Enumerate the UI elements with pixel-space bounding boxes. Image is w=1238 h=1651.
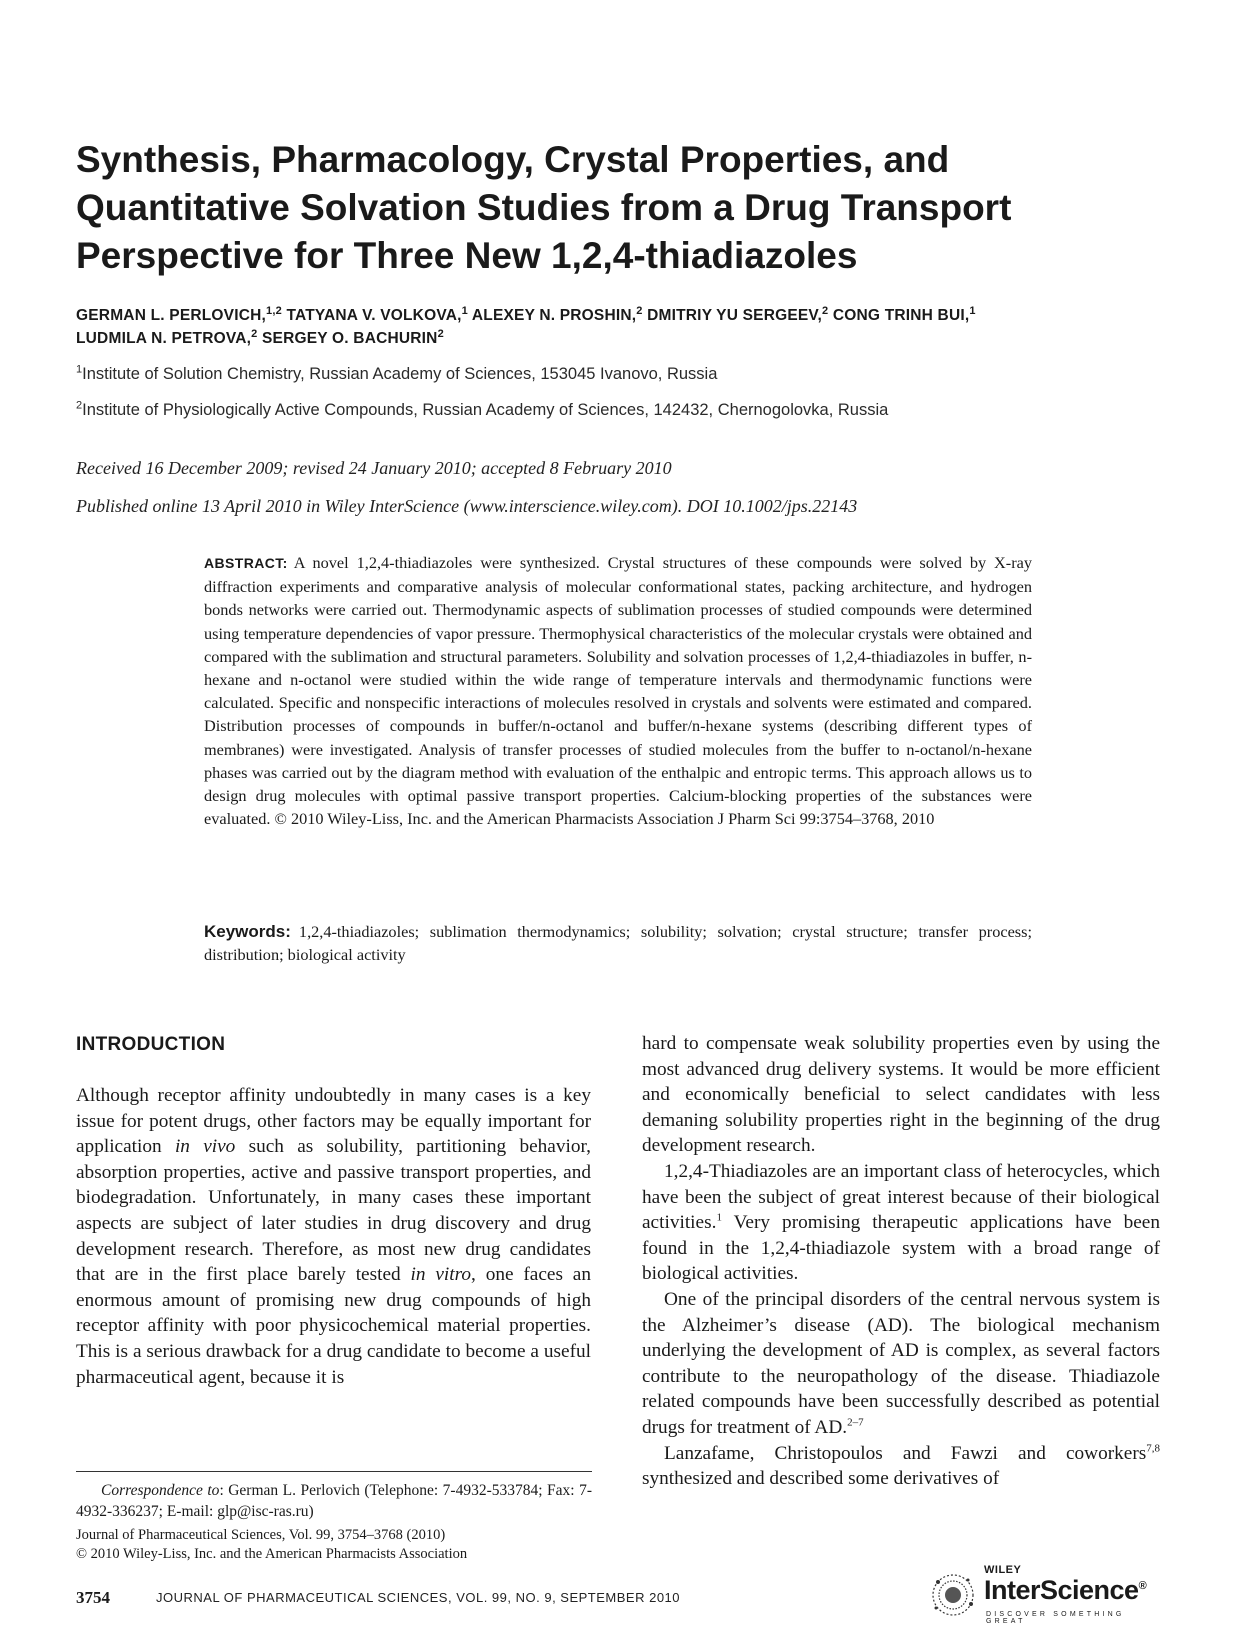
paragraph: 1,2,4-Thiadiazoles are an important class of heterocycles, which have been the subject of great interest because of their biological activities.$^1$ Very promising therapeutic applications have been found in the 1,2,4-thiadiazole system with a broad range of biological activities.: [642, 1160, 1160, 1285]
logo-tagline: DISCOVER SOMETHING GREAT: [986, 1611, 1125, 1625]
left-column: [76, 1083, 591, 1390]
paragraph: hard to compensate weak solubility properties even by using the most advanced drug delivery systems. It would be more efficient and economically beneficial to select candidates with less demaning solubility properties right in the beginning of the drug development research.: [642, 1033, 1160, 1157]
affiliation-2: $^2$Institute of Physiologically Active Compounds, Russian Academy of Sciences, 142432, Chernogolovka, Russia: [76, 399, 889, 419]
affiliation-1: $^1$Institute of Solution Chemistry, Russian Academy of Sciences, 153045 Ivanovo, Russia: [76, 363, 718, 383]
author: LUDMILA N. PETROVA,$^2$: [76, 327, 258, 347]
keywords: [204, 920, 1032, 966]
logo-publisher: WILEY: [984, 1564, 1022, 1576]
abstract: [204, 551, 1032, 830]
globe-icon: [926, 1568, 980, 1622]
received-dates: Received 16 December 2009; revised 24 January 2010; accepted 8 February 2010: [76, 458, 672, 478]
article-title: Synthesis, Pharmacology, Crystal Properties, and Quantitative Solvation Studies from a Drug Transport Perspective for Three New 1,2,4-thiadiazoles: [76, 139, 1012, 276]
paragraph: Lanzafame, Christopoulos and Fawzi and coworkers$^{7,8}$ synthesized and described some derivatives of: [642, 1442, 1160, 1490]
running-footer: JOURNAL OF PHARMACEUTICAL SCIENCES, VOL. 99, NO. 9, SEPTEMBER 2010: [156, 1590, 681, 1605]
section-heading-introduction: INTRODUCTION: [76, 1034, 226, 1055]
author-list: [76, 304, 1166, 350]
keywords-label: Keywords:: [204, 922, 291, 941]
logo-name: InterScience®: [984, 1575, 1147, 1605]
wiley-interscience-logo: [926, 1564, 1166, 1624]
correspondence-note: Correspondence to: German L. Perlovich (Telephone: 7-4932-533784; Fax: 7-4932-336237; E-mail: glp@isc-ras.ru): [76, 1482, 593, 1520]
author: DMITRIY YU SERGEEV,$^2$: [647, 304, 829, 324]
page-number: 3754: [76, 1588, 110, 1607]
abstract-text: A novel 1,2,4-thiadiazoles were synthesized. Crystal structures of these compounds were solved by X-ray diffraction experiments and comparative analysis of molecular conformational states, packing architecture, and hydrogen bonds networks were carried out. Thermodynamic aspects of sublimation processes of studied compounds were determined using temperature dependencies of vapor pressure. Thermophysical characteristics of the molecular crystals were obtained and compared with the sublimation and structural parameters. Solubility and solvation processes of 1,2,4-thiadiazoles in buffer, n-hexane and n-octanol were studied within the wide range of temperature intervals and thermodynamic functions were calculated. Specific and nonspecific interactions of molecules resolved in crystals and solvents were estimated and compared. Distribution processes of compounds in buffer/n-octanol and buffer/n-hexane systems (describing different types of membranes) were investigated. Analysis of transfer processes of studied molecules from the buffer to n-octanol/n-hexane phases was carried out by the diagram method with evaluation of the enthalpic and entropic terms. This approach allows us to design drug molecules with optimal passive transport properties. Calcium-blocking properties of the substances were evaluated. © 2010 Wiley-Liss, Inc. and the American Pharmacists Association J Pharm Sci 99:3754–3768, 2010: [204, 553, 1032, 829]
paragraph: One of the principal disorders of the central nervous system is the Alzheimer’s disease (AD). The biological mechanism underlying the development of AD is complex, as several factors contribute to the neuropathology of the disease. Thiadiazole related compounds have been successfully described as potential drugs for treatment of AD.$^{2-7}$: [642, 1288, 1160, 1438]
footnote-divider: [76, 1471, 592, 1472]
journal-citation-note: Journal of Pharmaceutical Sciences, Vol. 99, 3754–3768 (2010) © 2010 Wiley-Liss, Inc. and the American Pharmacists Association: [76, 1527, 468, 1562]
author: TATYANA V. VOLKOVA,$^1$: [286, 304, 468, 324]
author: GERMAN L. PERLOVICH,$^{1,2}$: [76, 304, 282, 324]
author: CONG TRINH BUI,$^1$: [832, 304, 976, 324]
keywords-text: 1,2,4-thiadiazoles; sublimation thermodynamics; solubility; solvation; crystal structure; transfer process; distribution; biological activity: [204, 922, 1032, 965]
publication-info: Published online 13 April 2010 in Wiley InterScience (www.interscience.wiley.com). DOI 10.1002/jps.22143: [76, 496, 858, 516]
paragraph: Although receptor affinity undoubtedly in many cases is a key issue for potent drugs, other factors may be equally important for application in vivo such as solubility, partitioning behavior, absorption properties, active and passive transport properties, and biodegradation. Unfortunately, in many cases these important aspects are subject of later studies in drug discovery and drug development research. Therefore, as most new drug candidates that are in the first place barely tested in vitro, one faces an enormous amount of promising new drug compounds of high receptor affinity with poor physicochemical material properties. This is a serious drawback for a drug candidate to become a useful pharmaceutical agent, because it is: [76, 1085, 591, 1388]
author: ALEXEY N. PROSHIN,$^2$: [471, 304, 643, 324]
author: SERGEY O. BACHURIN$^2$: [262, 327, 444, 347]
abstract-label: ABSTRACT:: [204, 555, 288, 571]
right-column: [642, 1031, 1160, 1492]
